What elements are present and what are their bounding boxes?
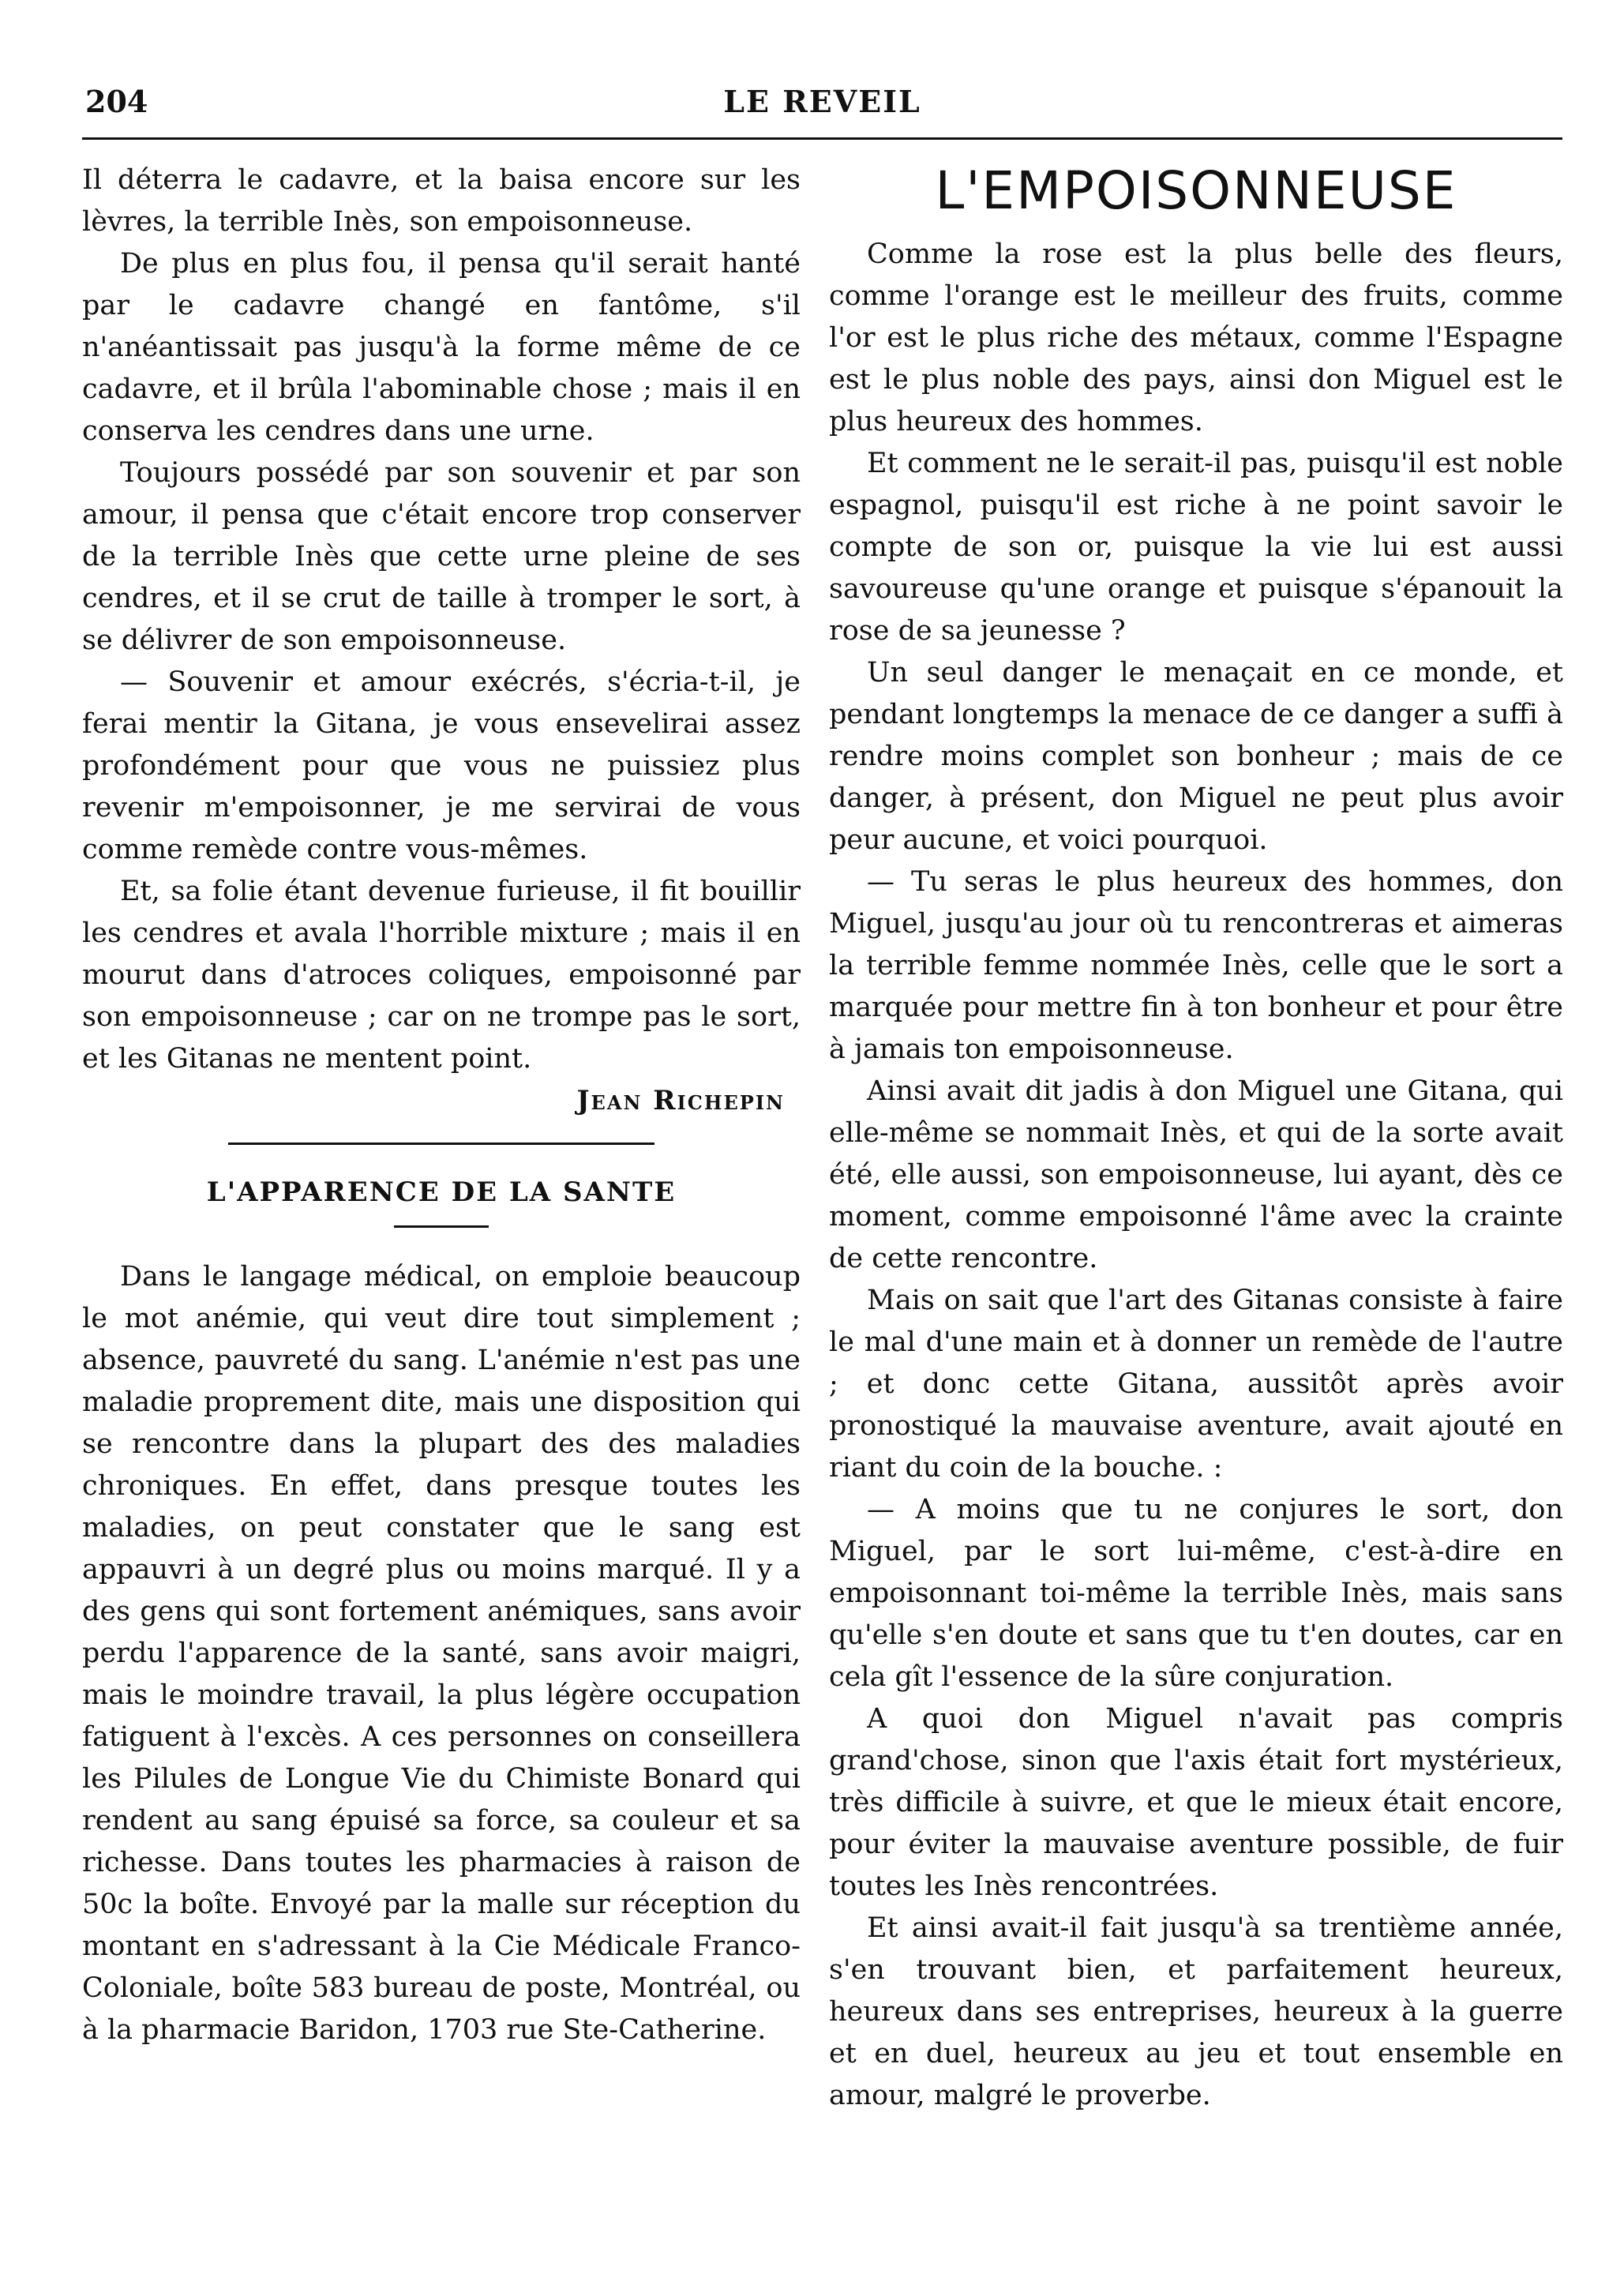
paragraph: Et, sa folie étant devenue furieuse, il fit bouillir les cendres et avala l'horrible mixture ; mais il en mourut dans d'atroces coliques, empoisonné par son empoisonneuse ; car on ne trompe pas le sort, et les Gitanas ne mentent point. [82,876,801,1075]
paragraph: De plus en plus fou, il pensa qu'il serait hanté par le cadavre changé en fantôme, s'il n'anéantissait pas jusqu'à la forme même de ce cadavre, et il brûla l'abominable chose ; mais il en conserva les cendres dans une urne. [82,248,801,447]
left-column [82,159,801,2051]
page-number: 204 [85,84,148,119]
section-title: L'APPARENCE DE LA SANTE [206,1176,677,1208]
paragraph: Il déterra le cadavre, et la baisa encore sur les lèvres, la terrible Inès, son empoisonneuse. [82,164,801,238]
journal-title: LE REVEIL [723,84,921,119]
section-divider [228,1143,654,1145]
author-signature: Jean Richepin [576,1085,785,1116]
paragraph: — Tu seras le plus heureux des hommes, don Miguel, jusqu'au jour où tu rencontreras et aimeras la terrible femme nommée Inès, celle que le sort a marquée pour mettre fin à ton bonheur et pour être à jamais ton empoisonneuse. [829,866,1563,1065]
paragraph: Et ainsi avait-il fait jusqu'à sa trentième année, s'en trouvant bien, et parfaitement heureux, heureux dans ses entreprises, heureux à la guerre et en duel, heureux au jeu et tout ensemble en amour, malgré le proverbe. [829,1912,1563,2111]
paragraph: — Souvenir et amour exécrés, s'écria-t-il, je ferai mentir la Gitana, je vous ensevelirai assez profondément pour que vous ne puissiez plus revenir m'empoisonner, je me servirai de vous comme remède contre vous-mêmes. [82,666,801,865]
right-column [829,159,1563,2117]
paragraph: A quoi don Miguel n'avait pas compris grand'chose, sinon que l'axis était fort mystérieux, très difficile à suivre, et que le mieux était encore, pour éviter la mauvaise aventure possible, de fuir toutes les Inès rencontrées. [829,1703,1563,1902]
paragraph: Toujours possédé par son souvenir et par son amour, il pensa que c'était encore trop conserver de la terrible Inès que cette urne pleine de ses cendres, et il se crut de taille à tromper le sort, à se délivrer de son empoisonneuse. [82,457,801,656]
advertisement-paragraph: Dans le langage médical, on emploie beaucoup le mot anémie, qui veut dire tout simplement ; absence, pauvreté du sang. L'anémie n'est pas une maladie proprement dite, mais une disposition qui se rencontre dans la plupart des des maladies chroniques. En effet, dans presque toutes les maladies, on peut constater que le sang est appauvri à un degré plus ou moins marqué. Il y a des gens qui sont fortement anémiques, sans avoir perdu l'apparence de la santé, sans avoir maigri, mais le moindre travail, la plus légère occupation fatiguent à l'excès. A ces personnes on conseillera les Pilules de Longue Vie du Chimiste Bonard qui rendent au sang épuisé sa force, sa couleur et sa richesse. Dans toutes les pharmacies à raison de 50c la boîte. Envoyé par la malle sur réception du montant en s'adressant à la Cie Médicale Franco-Coloniale, boîte 583 bureau de poste, Montréal, ou à la pharmacie Baridon, 1703 rue Ste-Catherine. [82,1261,801,2046]
paragraph: Mais on sait que l'art des Gitanas consiste à faire le mal d'une main et à donner un remède de l'autre ; et donc cette Gitana, aussitôt après avoir pronostiqué la mauvaise aventure, avait ajouté en riant du coin de la bouche. : [829,1285,1563,1484]
paragraph: Comme la rose est la plus belle des fleurs, comme l'orange est le meilleur des fruits, comme l'or est le plus riche des métaux, comme l'Espagne est le plus noble des pays, ainsi don Miguel est le plus heureux des hommes. [829,238,1563,437]
paragraph: Ainsi avait dit jadis à don Miguel une Gitana, qui elle-même se nommait Inès, et qui de la sorte avait été, elle aussi, son empoisonneuse, lui ayant, dès ce moment, comme empoisonné l'âme avec la crainte de cette rencontre. [829,1075,1563,1274]
paragraph: Un seul danger le menaçait en ce monde, et pendant longtemps la menace de ce danger a suffi à rendre moins complet son bonheur ; mais de ce danger, à présent, don Miguel ne peut plus avoir peur aucune, et voici pourquoi. [829,657,1563,856]
article-title: L'EMPOISONNEUSE [935,160,1457,221]
header-divider [82,137,1562,140]
paragraph: — A moins que tu ne conjures le sort, don Miguel, par le sort lui-même, c'est-à-dire en empoisonnant toi-même la terrible Inès, mais sans qu'elle s'en doute et sans que tu t'en doutes, car en cela gît l'essence de la sûre conjuration. [829,1494,1563,1693]
title-underline [394,1225,489,1228]
paragraph: Et comment ne le serait-il pas, puisqu'il est noble espagnol, puisqu'il est riche à ne point savoir le compte de son or, puisque la vie lui est aussi savoureuse qu'une orange et puisque s'épanouit la rose de sa jeunesse ? [829,448,1563,647]
page-header [82,77,1562,129]
